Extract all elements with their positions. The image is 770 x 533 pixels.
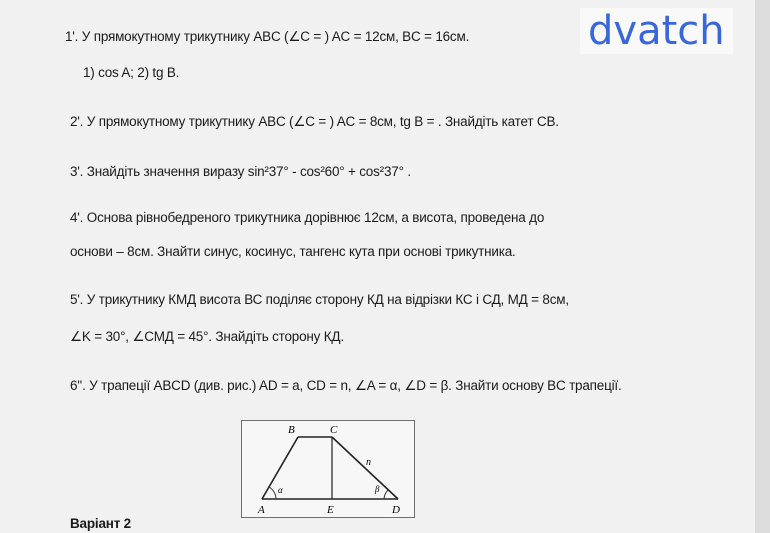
trapezoid-figure [241,420,415,518]
task-5-line-1: 5'. У трикутнику КМД висота ВС поділяє сторону КД на відрізки КС і СД, МД = 8см, [70,292,569,307]
task-1-line-2: 1) cos A; 2) tg B. [83,65,180,80]
task-5-line-2: ∠K = 30°, ∠СМД = 45°. Знайдіть сторону КД. [70,329,344,344]
task-1-line-1: 1'. У прямокутному трикутнику ABC (∠C = ) AC = 12см, BC = 16см. [65,29,470,44]
label-e: E [327,504,334,516]
angle-d-arc [384,490,388,499]
label-n: n [366,457,371,468]
task-2-line-1: 2'. У прямокутному трикутнику ABC (∠C = ) AC = 8см, tg B = . Знайдіть катет CB. [70,114,559,129]
task-4-line-1: 4'. Основа рівнобедреного трикутника дорівнює 12см, а висота, проведена до [70,210,545,225]
task-4-line-2: основи – 8см. Знайти синус, косинус, тангенс кута при основі трикутника. [70,244,516,259]
side-cd [332,437,398,499]
label-beta: β [375,484,380,494]
trapezoid-diagram [242,421,414,517]
task-3-line-1: 3'. Знайдіть значення виразу sin²37° - cos²60° + cos²37° . [70,164,411,179]
angle-a-arc [269,487,276,499]
label-c: C [330,424,338,436]
page-edge [755,0,770,533]
task-6-line-1: 6''. У трапеції ABCD (див. рис.) AD = a, CD = n, ∠A = α, ∠D = β. Знайти основу BC трапеції. [70,378,622,393]
variant-heading: Варіант 2 [70,516,131,531]
watermark: dvatch [580,8,733,54]
label-d: D [392,504,400,516]
label-alpha: α [278,485,283,495]
label-a: A [258,504,265,516]
label-b: B [288,424,295,436]
